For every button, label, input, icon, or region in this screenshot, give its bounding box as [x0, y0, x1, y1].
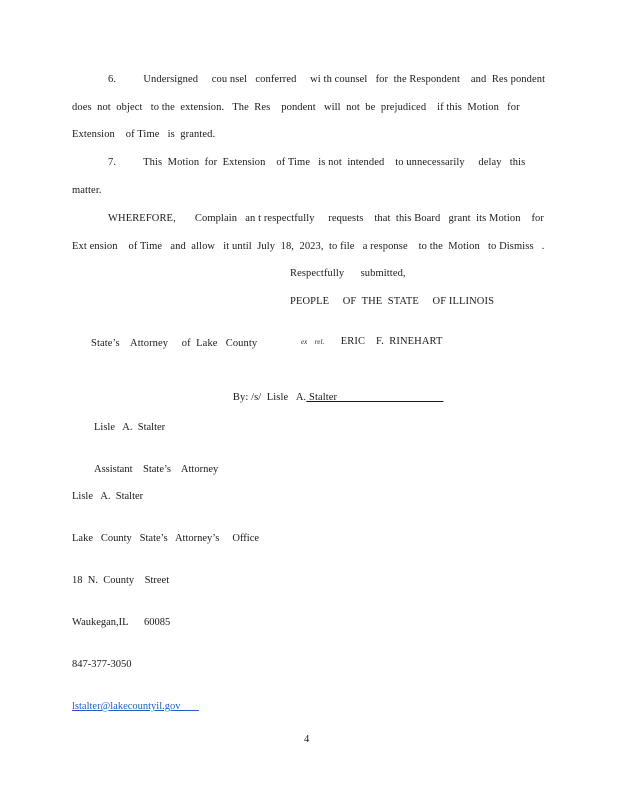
ex-rel-label: ex rel. — [300, 338, 325, 346]
paragraph-6-line-2: does not object to the extension. The Res pondent will not be prejudiced if this Motion for — [72, 102, 520, 113]
wherefore-line-1: WHEREFORE, Complain an t respectfully requests that this Board grant its Motion for — [108, 213, 544, 224]
contact-email-link[interactable]: lstalter@lakecountyil.gov — [72, 701, 199, 712]
by-signature-line — [222, 380, 443, 416]
signer-title: Assistant State’s Attorney — [94, 464, 219, 475]
contact-block — [72, 462, 259, 742]
contact-name: Lisle A. Stalter — [72, 491, 144, 502]
paragraph-6-line-3: Extension of Time is granted. — [72, 129, 216, 140]
signer-name: Lisle A. Stalter — [94, 422, 166, 433]
eric-rinehart: ERIC F. RINEHART — [340, 336, 443, 347]
people-of-illinois: PEOPLE OF THE STATE OF ILLINOIS — [290, 296, 495, 307]
respectfully-submitted: Respectfully submitted, — [290, 268, 406, 279]
ex-rel-line — [290, 324, 443, 360]
contact-street: 18 N. County Street — [72, 575, 170, 586]
page-number: 4 — [304, 734, 310, 745]
by-signature-name: Stalter — [306, 392, 444, 403]
contact-city: Waukegan,IL 60085 — [72, 617, 171, 628]
by-prefix: By: /s/ Lisle A. — [232, 392, 307, 403]
contact-phone: 847-377-3050 — [72, 659, 132, 670]
states-attorney-lake-county: State’s Attorney of Lake County — [91, 338, 258, 349]
contact-office: Lake County State’s Attorney’s Office — [72, 533, 260, 544]
paragraph-6-line-1: 6. Undersigned cou nsel conferred wi th counsel for the Respondent and Res pondent — [108, 74, 546, 85]
wherefore-line-2: Ext ension of Time and allow it until July 18, 2023, to file a response to the Motion to Dismiss . — [72, 241, 545, 252]
paragraph-7-line-2: matter. — [72, 185, 102, 196]
paragraph-7-line-1: 7. This Motion for Extension of Time is not intended to unnecessarily delay this — [108, 157, 526, 168]
